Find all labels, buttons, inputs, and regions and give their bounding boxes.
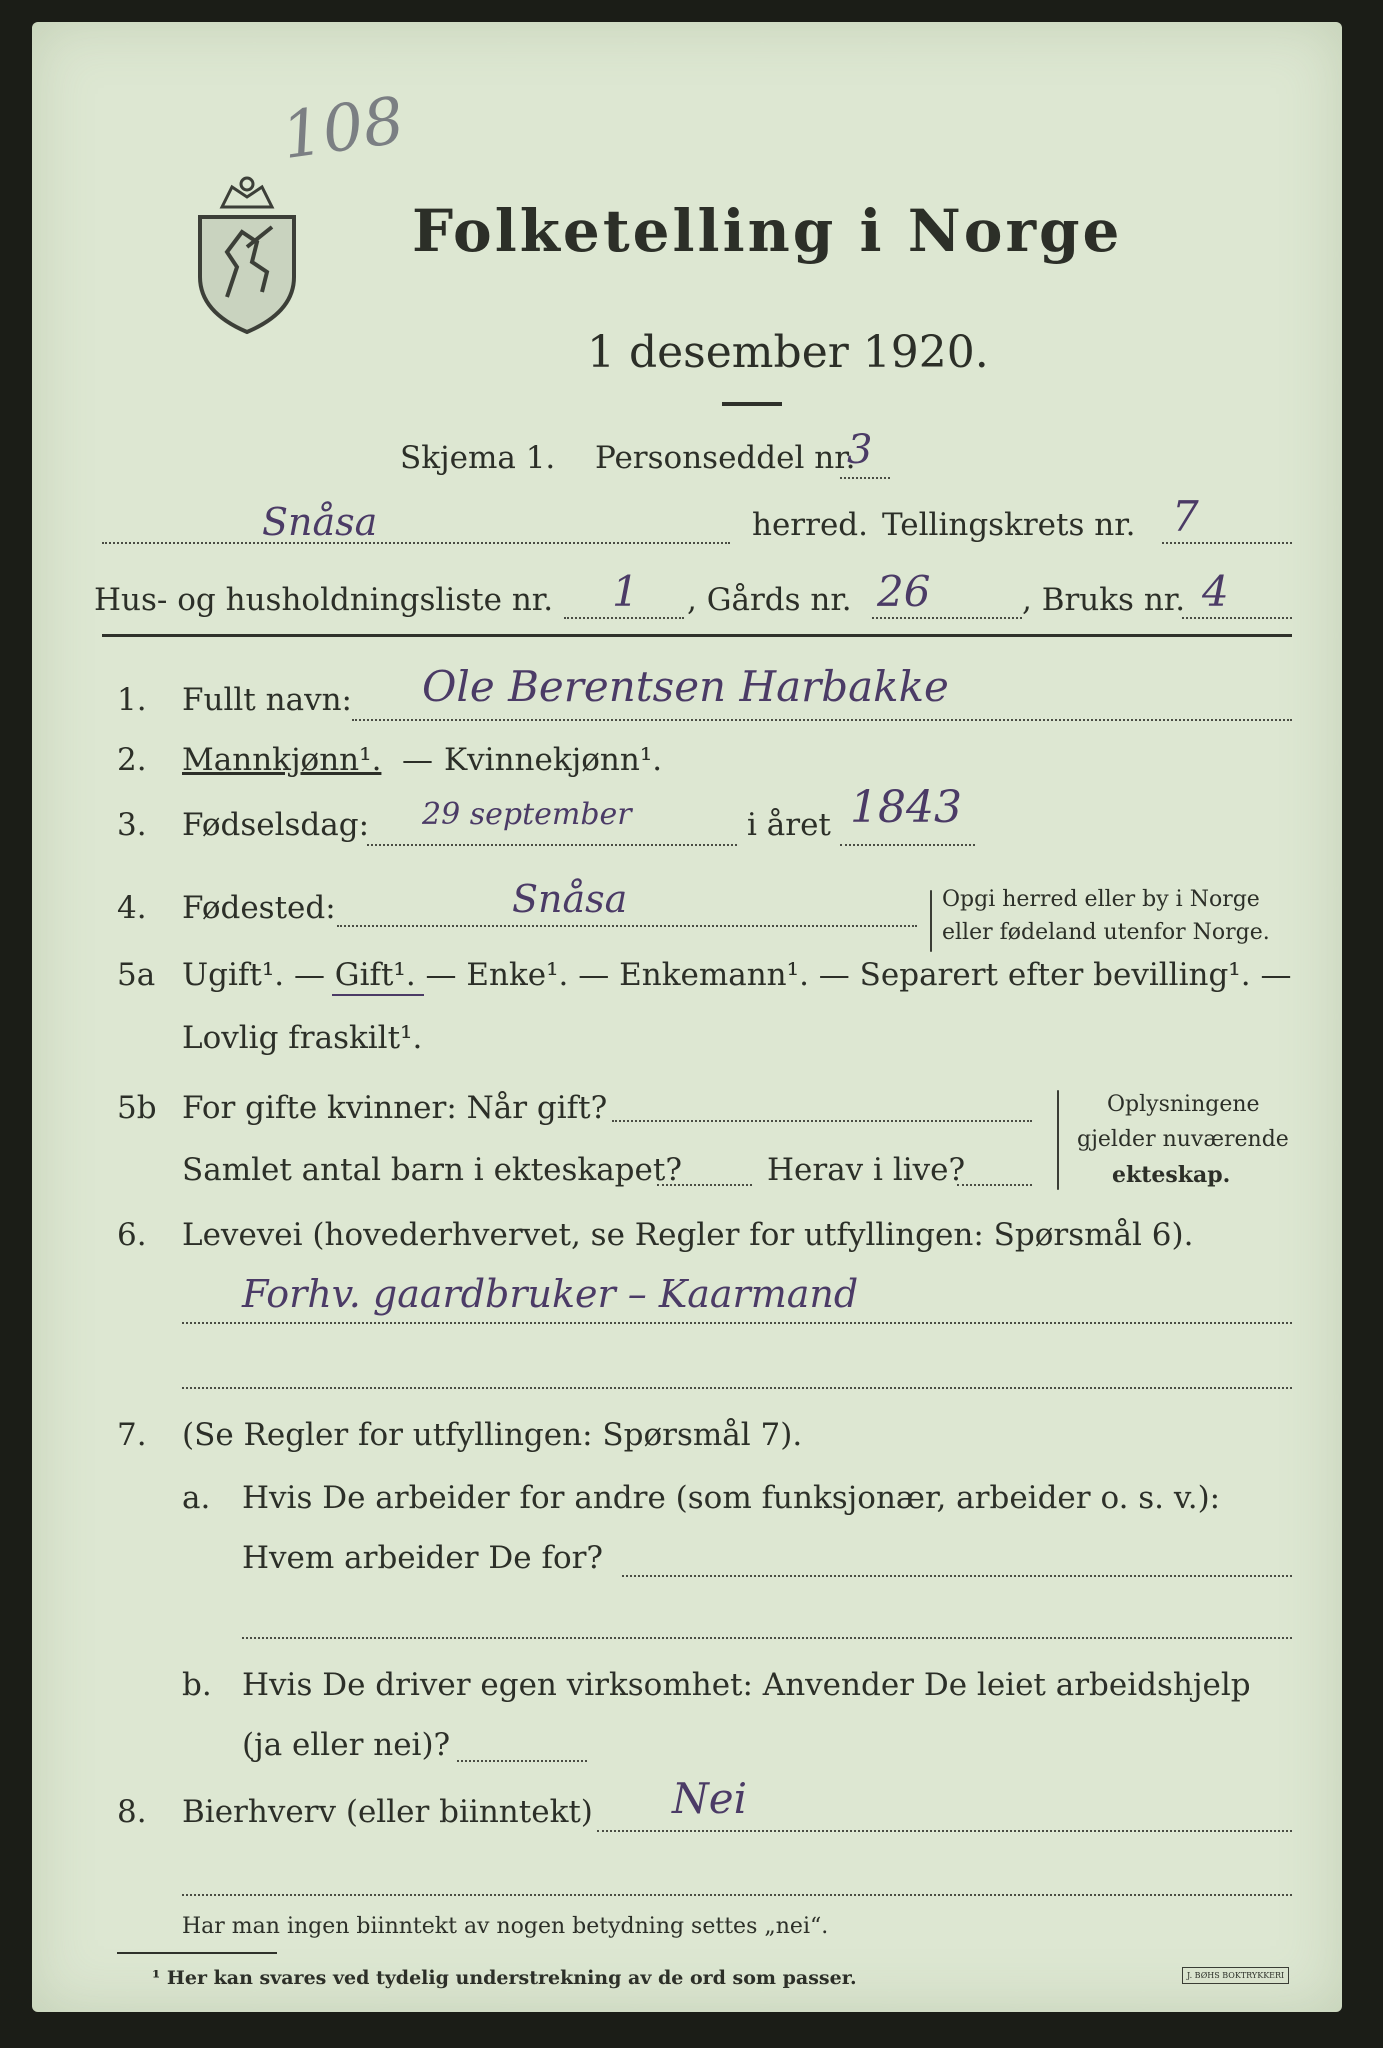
hus-label: Hus- og husholdningsliste nr. — [94, 582, 554, 618]
q5a-line1: Ugift¹. — Gift¹. — Enke¹. — Enkemann¹. — Separert efter bevilling¹. — — [182, 957, 1292, 993]
footnote-rule — [117, 1952, 277, 1954]
q7b-line — [457, 1760, 587, 1762]
q5a-number: 5a — [117, 957, 156, 993]
q5b-barn-line — [657, 1184, 752, 1186]
skjema-label: Skjema 1. — [400, 440, 556, 476]
form-title: Folketelling i Norge — [412, 197, 1123, 265]
q3-value: 29 september — [422, 797, 632, 832]
hus-line — [564, 617, 684, 619]
footnote: ¹ Her kan svares ved tydelig understrekning av de ord som passer. — [152, 1967, 857, 1989]
q5b-note-1: Oplysningene — [1107, 1092, 1260, 1117]
margin-note: 108 — [277, 83, 409, 175]
q7a-line-2 — [242, 1637, 1292, 1639]
q2-female: Kvinnekjønn¹. — [444, 742, 663, 778]
tellingskrets-label: Tellingskrets nr. — [882, 507, 1136, 543]
q6-line-2 — [182, 1387, 1292, 1389]
q2-male: Mannkjønn¹. — [182, 742, 382, 778]
q1-line — [352, 719, 1292, 721]
q5b-brace — [1057, 1090, 1059, 1190]
bruks-value: 4 — [1202, 567, 1229, 616]
herred-line — [102, 542, 730, 544]
bruks-line — [1182, 617, 1292, 619]
q4-note-2: eller fødeland utenfor Norge. — [942, 920, 1270, 945]
q5b-note-3: ekteskap. — [1112, 1162, 1231, 1188]
q6-label: Levevei (hovederhvervet, se Regler for utfyllingen: Spørsmål 6). — [182, 1217, 1194, 1253]
q8-value: Nei — [672, 1774, 748, 1823]
q5b-note-2: gjelder nuværende — [1077, 1127, 1289, 1152]
q7a-line2: Hvem arbeider De for? — [242, 1540, 604, 1576]
q5b-label-2: Samlet antal barn i ekteskapet? — [182, 1152, 682, 1188]
q7a-line — [622, 1575, 1292, 1577]
personseddel-line — [840, 477, 890, 479]
q7a-line1: Hvis De arbeider for andre (som funksjonær, arbeider o. s. v.): — [242, 1480, 1221, 1516]
q4-label: Fødested: — [182, 890, 336, 926]
q5b-label-3: Herav i live? — [767, 1152, 966, 1188]
q6-number: 6. — [117, 1217, 147, 1253]
personseddel-label: Personseddel nr. — [595, 440, 856, 476]
q2-number: 2. — [117, 742, 147, 778]
q1-label: Fullt navn: — [182, 682, 352, 718]
q4-note-1: Opgi herred eller by i Norge — [942, 887, 1260, 912]
census-date: 1 desember 1920. — [587, 327, 989, 378]
gift-underline — [332, 994, 424, 996]
q3-line — [367, 844, 737, 846]
q1-number: 1. — [117, 682, 147, 718]
gards-line — [872, 617, 1022, 619]
title-divider — [722, 402, 782, 406]
tellingskrets-value: 7 — [1172, 492, 1199, 541]
printer-stamp: J. BØHS BOKTRYKKERI — [1182, 1967, 1289, 1984]
q5b-gift-line — [612, 1120, 1032, 1122]
q7b-letter: b. — [182, 1667, 212, 1703]
q4-number: 4. — [117, 890, 147, 926]
q7a-letter: a. — [182, 1480, 211, 1516]
herred-label: herred. — [752, 507, 868, 543]
q3-number: 3. — [117, 807, 147, 843]
q5b-label-1: For gifte kvinner: Når gift? — [182, 1090, 608, 1126]
q7-number: 7. — [117, 1417, 147, 1453]
gards-value: 26 — [877, 567, 931, 616]
q8-line-2 — [182, 1894, 1292, 1896]
header-divider — [102, 634, 1292, 637]
q3-year: 1843 — [850, 782, 962, 833]
footer-note: Har man ingen biinntekt av nogen betydning settes „nei“. — [182, 1914, 829, 1939]
census-form — [32, 22, 1342, 2012]
q3-year-line — [840, 844, 975, 846]
q8-number: 8. — [117, 1794, 147, 1830]
q5b-number: 5b — [117, 1090, 157, 1126]
q4-brace — [930, 890, 932, 952]
gards-label: , Gårds nr. — [687, 582, 852, 618]
q8-line — [597, 1830, 1292, 1832]
coat-of-arms-icon — [192, 172, 302, 337]
q1-value: Ole Berentsen Harbakke — [422, 662, 949, 711]
q3-year-label: i året — [747, 807, 831, 843]
q4-line — [337, 925, 917, 927]
q7-label: (Se Regler for utfyllingen: Spørsmål 7). — [182, 1417, 803, 1453]
q7b-line1: Hvis De driver egen virksomhet: Anvender De leiet arbeidshjelp — [242, 1667, 1251, 1703]
q6-line-1 — [182, 1322, 1292, 1324]
hus-value: 1 — [612, 567, 639, 616]
q8-label: Bierhverv (eller biinntekt) — [182, 1794, 593, 1830]
bruks-label: , Bruks nr. — [1022, 582, 1186, 618]
q2-sep: — — [402, 742, 433, 778]
herred-value: Snåsa — [262, 500, 378, 544]
q3-label: Fødselsdag: — [182, 807, 370, 843]
q5a-line2: Lovlig fraskilt¹. — [182, 1020, 423, 1056]
tellingskrets-line — [1162, 542, 1292, 544]
q5b-live-line — [957, 1184, 1032, 1186]
q6-value: Forhv. gaardbruker – Kaarmand — [242, 1272, 859, 1316]
personseddel-value: 3 — [847, 427, 873, 473]
q7b-line2: (ja eller nei)? — [242, 1727, 451, 1763]
q4-value: Snåsa — [512, 877, 628, 921]
